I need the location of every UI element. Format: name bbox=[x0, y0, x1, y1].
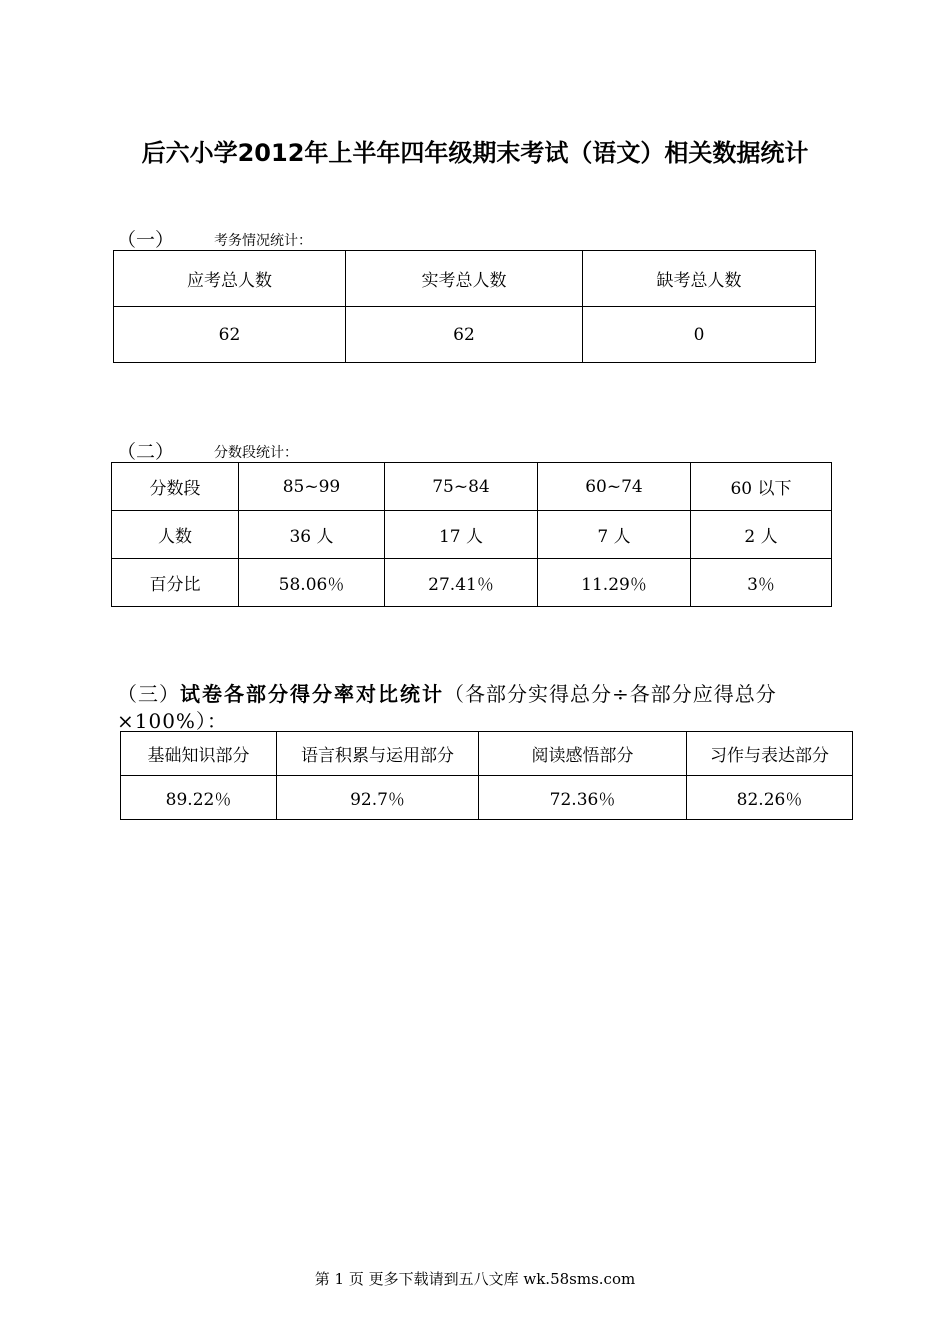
section3-number: （三） bbox=[117, 682, 180, 706]
table-header-cell: 百分比 bbox=[112, 559, 239, 607]
table-row bbox=[112, 463, 832, 511]
section1-number: （一） bbox=[117, 229, 175, 251]
section-score-rate-table bbox=[120, 731, 853, 820]
table-header-cell: 人数 bbox=[112, 511, 239, 559]
table-row bbox=[121, 732, 853, 776]
table-cell: 0 bbox=[583, 307, 816, 363]
table-cell: 72.36％ bbox=[479, 776, 687, 820]
table-row bbox=[114, 307, 816, 363]
section3-note: （各部分实得总分÷各部分应得总分×100%）： bbox=[117, 682, 777, 733]
table-header-cell: 应考总人数 bbox=[114, 251, 346, 307]
table-cell: 36 人 bbox=[239, 511, 385, 559]
table-cell: 62 bbox=[114, 307, 346, 363]
table-cell: 60~74 bbox=[538, 463, 691, 511]
score-range-table bbox=[111, 462, 832, 607]
table-row bbox=[112, 511, 832, 559]
table-cell: 82.26％ bbox=[687, 776, 853, 820]
page-title: 后六小学2012年上半年四年级期末考试（语文）相关数据统计 bbox=[141, 139, 809, 167]
table-row bbox=[121, 776, 853, 820]
table-cell: 7 人 bbox=[538, 511, 691, 559]
page-footer: 第 1 页 更多下载请到五八文库 wk.58sms.com bbox=[314, 1270, 636, 1288]
table-cell: 62 bbox=[346, 307, 583, 363]
exam-attendance-table bbox=[113, 250, 816, 363]
table-header-cell: 实考总人数 bbox=[346, 251, 583, 307]
section2-label: 分数段统计： bbox=[214, 445, 298, 461]
section2-number: （二） bbox=[117, 441, 175, 463]
table-row bbox=[112, 559, 832, 607]
table-header-cell: 语言积累与运用部分 bbox=[277, 732, 479, 776]
table-cell: 75~84 bbox=[385, 463, 538, 511]
section3-heading bbox=[117, 681, 867, 735]
table-cell: 58.06％ bbox=[239, 559, 385, 607]
table-cell: 27.41％ bbox=[385, 559, 538, 607]
table-header-cell: 阅读感悟部分 bbox=[479, 732, 687, 776]
table-cell: 3％ bbox=[691, 559, 832, 607]
table-row bbox=[114, 251, 816, 307]
section3-label: 试卷各部分得分率对比统计 bbox=[180, 682, 444, 706]
table-cell: 89.22％ bbox=[121, 776, 277, 820]
table-cell: 17 人 bbox=[385, 511, 538, 559]
table-cell: 85~99 bbox=[239, 463, 385, 511]
table-cell: 92.7％ bbox=[277, 776, 479, 820]
table-header-cell: 习作与表达部分 bbox=[687, 732, 853, 776]
table-header-cell: 基础知识部分 bbox=[121, 732, 277, 776]
table-cell: 2 人 bbox=[691, 511, 832, 559]
table-header-cell: 缺考总人数 bbox=[583, 251, 816, 307]
table-cell: 60 以下 bbox=[691, 463, 832, 511]
table-header-cell: 分数段 bbox=[112, 463, 239, 511]
table-cell: 11.29％ bbox=[538, 559, 691, 607]
section1-label: 考务情况统计： bbox=[214, 233, 312, 249]
